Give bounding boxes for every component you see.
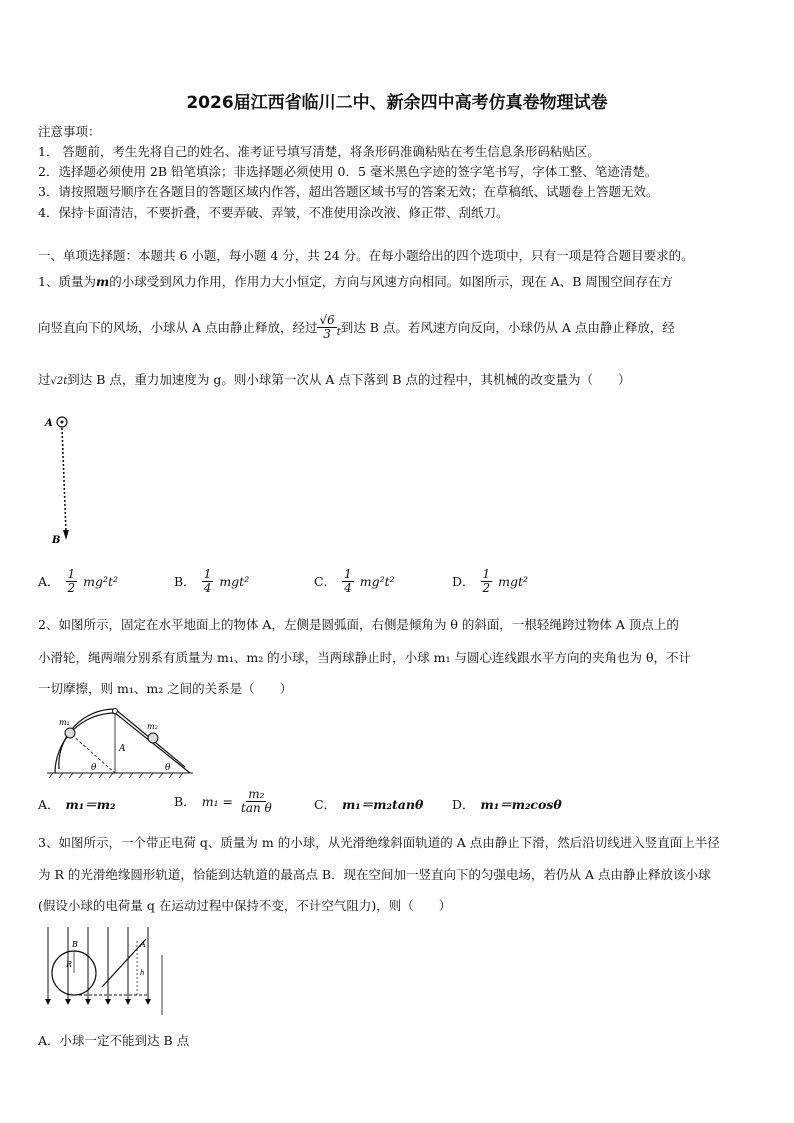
q1-option-a[interactable]: A． $\frac{1}{2}$ mg²t² bbox=[38, 567, 119, 595]
q1-text: 的小球受到风力作用，作用力大小恒定，方向与风速方向相同。如图所示，现在 A、B 周围空间存在方 bbox=[109, 274, 673, 289]
q2-options bbox=[38, 788, 758, 820]
q2-fig-label-theta2: θ bbox=[165, 763, 171, 773]
field-arrow-down-icons bbox=[45, 999, 151, 1005]
q3-fig-label-r: R bbox=[66, 960, 73, 969]
q1-line-3 bbox=[38, 370, 631, 388]
q3-figure bbox=[42, 925, 172, 1015]
q1-options bbox=[38, 568, 758, 602]
q2-fig-label-m1: m₁ bbox=[59, 718, 70, 727]
q1-text: 1、质量为 bbox=[38, 274, 96, 289]
note-item-4: 4．保持卡面清洁，不要折叠，不要弄破、弄皱，不准使用涂改液、修正带、刮纸刀。 bbox=[38, 205, 509, 220]
q1-option-c[interactable]: C． $\frac{1}{4}$ mg²t² bbox=[314, 567, 395, 595]
q2-fig-label-a: A bbox=[119, 744, 126, 754]
q2-option-c[interactable]: C． m₁＝m₂tanθ bbox=[314, 797, 424, 812]
q1-fraction: $\frac{√6}{3}$ bbox=[319, 313, 335, 341]
q3-line-1: 3、如图所示，一个带正电荷 q、质量为 m 的小球，从光滑绝缘斜面轨道的 A 点由静止下滑，然后沿切线进入竖直面上半径 bbox=[38, 835, 720, 850]
q3-option-a[interactable]: A．小球一定不能到达 B 点 bbox=[38, 1033, 190, 1048]
ball-m1-icon bbox=[65, 728, 75, 738]
note-item-3: 3．请按照题号顺序在各题目的答题区域内作答，超出答题区域书写的答案无效；在草稿纸、试题卷上答题无效。 bbox=[38, 184, 659, 199]
q1-fig-label-b: B bbox=[52, 535, 61, 545]
q1-text: 过 bbox=[38, 372, 51, 387]
section-heading: 一、单项选择题：本题共 6 小题，每小题 4 分，共 24 分。在每小题给出的四个选项中，只有一项是符合题目要求的。 bbox=[38, 248, 694, 263]
q3-fig-label-a: A bbox=[140, 940, 146, 949]
q1-text: 到达 B 点，重力加速度为 g。则小球第一次从 A 点下落到 B 点的过程中，其机械的改变量为（ ） bbox=[67, 372, 631, 387]
q3-fig-label-h: h bbox=[140, 969, 145, 977]
q2-option-a[interactable]: A． m₁＝m₂ bbox=[38, 797, 116, 812]
q2-line-1: 2、如图所示，固定在水平地面上的物体 A，左侧是圆弧面，右侧是倾角为 θ 的斜面，一根轻绳跨过物体 A 顶点上的 bbox=[38, 617, 679, 632]
arrow-down-icon bbox=[63, 530, 69, 540]
q3-line-2: 为 R 的光滑绝缘圆形轨道，恰能到达轨道的最高点 B．现在空间加一竖直向下的匀强电场，若仍从 A 点由静止释放该小球 bbox=[38, 867, 711, 882]
q2-fig-label-theta1: θ bbox=[91, 763, 97, 773]
q1-option-d[interactable]: D． $\frac{1}{2}$ mgt² bbox=[452, 567, 529, 595]
q3-line-3: (假设小球的电荷量 q 在运动过程中保持不变，不计空气阻力)，则（ ） bbox=[38, 898, 452, 913]
q2-option-b[interactable]: B． m₁ = $\frac{\text{m₂}}{\text{tan θ}}$ bbox=[174, 787, 272, 815]
note-item-1: 1． 答题前，考生先将自己的姓名、准考证号填写清楚，将条形码准确粘贴在考生信息条形码粘贴区。 bbox=[38, 144, 600, 159]
q1-option-b[interactable]: B． $\frac{1}{4}$ mgt² bbox=[174, 567, 250, 595]
q1-path-line bbox=[62, 428, 66, 532]
q1-line-1 bbox=[38, 272, 673, 290]
q3-fig-label-b: B bbox=[72, 940, 78, 949]
q1-sqrt: √2t bbox=[50, 376, 68, 387]
q2-option-d[interactable]: D． m₁＝m₂cosθ bbox=[452, 797, 562, 812]
q1-var-m: m bbox=[95, 274, 110, 289]
q2-line-2: 小滑轮，绳两端分别系有质量为 m₁、m₂ 的小球，当两球静止时，小球 m₁ 与圆心连线跟水平方向的夹角也为 θ，不计 bbox=[38, 650, 691, 665]
notes-heading: 注意事项： bbox=[38, 124, 101, 139]
ball-center-dot bbox=[61, 421, 64, 424]
q2-figure bbox=[45, 705, 195, 780]
q1-text: 到达 B 点。若风速方向反向，小球仍从 A 点由静止释放，经 bbox=[340, 320, 675, 336]
q1-line-2 bbox=[38, 314, 675, 340]
page-title: 2026届江西省临川二中、新余四中高考仿真卷物理试卷 bbox=[186, 93, 608, 113]
note-item-2: 2．选择题必须使用 2B 铅笔填涂；非选择题必须使用 0．5 毫米黑色字迹的签字笔书写，字体工整、笔迹清楚。 bbox=[38, 164, 658, 179]
electric-field-lines bbox=[48, 927, 148, 1001]
ball-m2-icon bbox=[148, 733, 158, 743]
q2-fig-label-m2: m₂ bbox=[147, 722, 158, 731]
pulley-icon bbox=[113, 709, 118, 714]
ground-hatch bbox=[49, 773, 183, 778]
q1-figure bbox=[40, 410, 90, 545]
q1-fig-label-a: A bbox=[45, 418, 53, 429]
q1-text: 向竖直向下的风场，小球从 A 点由静止释放，经过 bbox=[38, 320, 318, 336]
q2-line-3: 一切摩擦，则 m₁、m₂ 之间的关系是（ ） bbox=[38, 681, 293, 696]
q1-var-t: t bbox=[336, 326, 341, 338]
